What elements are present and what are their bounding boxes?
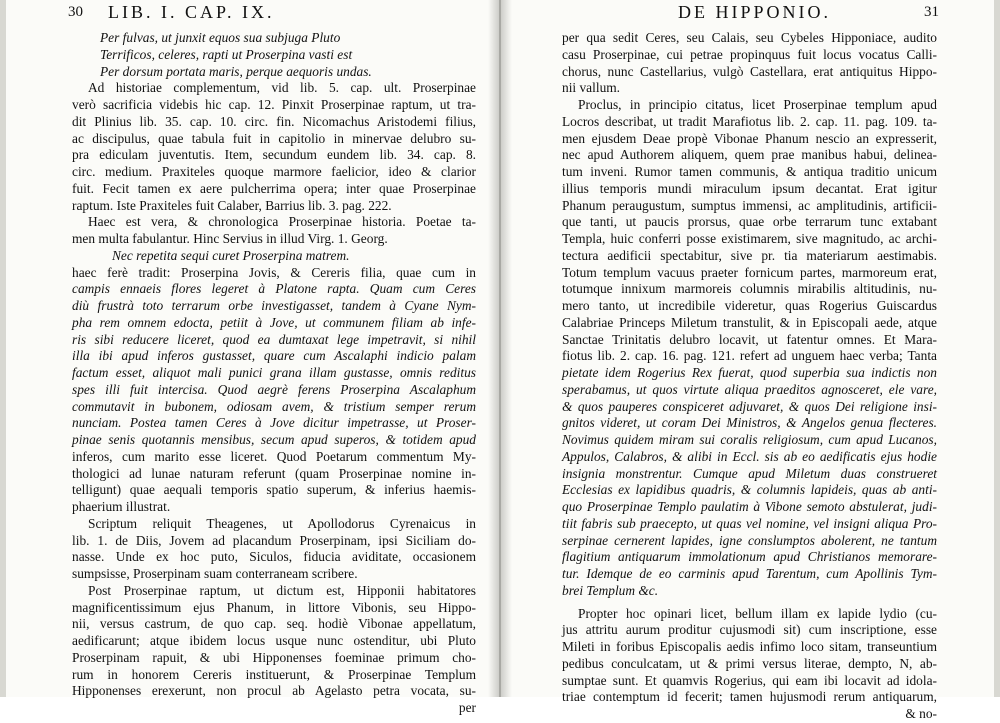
text-line: thologici ad lunae naturam referunt (quam Proserpinae nomine in- <box>72 465 476 481</box>
text-line: phaerium illustrat. <box>72 499 171 514</box>
text-line: tectura aedificii spectabitur, sive pr. tia materiarum aestimabis. <box>562 247 937 263</box>
text-line: que tanti, ut paucis prorsus, quae orbe terrarum tunc extabant <box>562 214 937 230</box>
text-line: flagitium antiquarum immolationum apud Christianos memorare- <box>562 549 937 565</box>
text-line: sumpsisse, Proserpinam suam conterraneam scribere. <box>72 566 358 581</box>
text-line: factum esset, aliquot mali punici grana illam gustasse, omnis reditus <box>72 365 476 380</box>
catchword: & no- <box>905 706 937 721</box>
text-line: Propter hoc opinari licet, bellum illam ex lapide lydio (cu- <box>578 605 937 621</box>
text-line: nii, versus castrum, de quo cap. seq. hodiè Vibonae appellatum, <box>72 616 476 632</box>
text-line: insignia monstrentur. Cumque apud Miletum duas construeret <box>562 465 937 481</box>
text-line: tum inveni. Rumor tamen communis, & antiqua traditio unicum <box>562 164 937 179</box>
text-line: Locros describat, ut tradit Marafiotus lib. 2. cap. 11. pag. 109. ta- <box>562 113 937 129</box>
text-line: Proserpinam rapuit, & ubi Hipponenses foeminae primum cho- <box>72 649 476 665</box>
text-line: magnificentissimum ejus Phanum, in littore Vibonis, seu Hippo- <box>72 599 476 615</box>
text-line: haec ferè tradit: Proserpina Jovis, & Cereris filia, quae cum in <box>72 264 476 280</box>
text-line: illius temporis mundi miraculum ipsum decantat. Erat igitur <box>562 180 937 196</box>
text-line: dit Plinius lib. 35. cap. 10. circ. fin. Nicomachus Aristodemi filius, <box>72 113 476 129</box>
right-page-edge <box>994 0 1000 697</box>
text-line: Templa, huic conferri posse existimarem, sive magnitudo, ac archi- <box>562 231 937 246</box>
text-line: Scriptum reliquit Theagenes, ut Apollodorus Cyrenaicus in <box>88 515 476 531</box>
text-line: diù frustrà toto terrarum orbe investigasset, tandem à Cyane Nym- <box>72 298 476 313</box>
text-line: ris sibi reducere liceret, quod ea dumtaxat lege impetravit, si nihil <box>72 331 476 347</box>
text-line: sumptae sunt. Et quamvis Rogerius, qui eam ibi locavit ad idola- <box>562 672 937 688</box>
text-line: Haec est vera, & chronologica Proserpinae historia. Poetae ta- <box>88 214 476 230</box>
text-line: nasse. Unde ex hoc puto, Siculos, fiducia aviditate, occasionem <box>72 549 476 565</box>
right-running-head: DE HIPPONIO. <box>678 2 831 22</box>
text-line: commutavit in bubonem, odiosam avem, & tristium semper rerum <box>72 398 476 414</box>
text-line: Per fulvas, ut junxit equos sua subjuga Pluto <box>100 30 341 45</box>
text-line: lib. 1. de Diis, Jovem ad placandum Proserpinam, ipsi Siciliam do- <box>72 532 476 548</box>
text-line: nec apud Authorem aliquem, quem prae manibus habui, delinea- <box>562 147 937 163</box>
text-line: mero tanto, ut incredibile videretur, quas Rogerius Guiscardus <box>562 298 937 313</box>
text-line: pinae senis quotannis mensibus, secum apud superos, & totidem apud <box>72 432 476 447</box>
text-line: & quos pauperes conspiceret adjuvaret, & quos Dei religione insi- <box>562 398 937 414</box>
text-line: triae contemptum id fecerit; tamen hujusmodi rerum antiquarum, <box>562 689 937 705</box>
text-line: Ecclesias ex lapidibus quadris, & columnis lapideis, quas ab anti- <box>562 482 937 498</box>
text-line: casu Proserpinae, cui petrae propinquus fuit locus vocatus Calli- <box>562 46 937 62</box>
text-line: gnitos videret, ut coram Dei Ministros, & Angelos genua flecteres. <box>562 415 937 431</box>
text-line: nunciam. Postea tamen Ceres à Jove dicitur impetrasse, ut Proser- <box>72 415 476 431</box>
text-line: Sanctae Trinitatis delubro locavit, ut fatentur omnes. Et Mara- <box>562 331 937 347</box>
text-line: per qua sedit Ceres, seu Calais, seu Cybeles Hipponiace, audito <box>562 30 937 45</box>
right-text-column <box>562 30 937 723</box>
text-line: pietate idem Rogerius Rex fuerat, quod superbia sua indictis non <box>562 365 937 380</box>
text-line: ac discipulus, quae tabula fuit in capitolio in minervae delubro su- <box>72 130 476 146</box>
text-line: men ejusdem Deae propè Vibonae Phanum nescio an expresserit, <box>562 130 937 146</box>
left-page-number: 30 <box>68 4 83 20</box>
text-line: pedibus conculcatam, ut & primi versus literae, dempto, N, ab- <box>562 655 937 671</box>
text-line: Phanum peraugustum, sumptus immensi, ac amplitudinis, artificii- <box>562 197 937 213</box>
text-line: Appulos, Calabros, & alibi in Eccl. sis ab eo aedificatis ejus hodie <box>562 448 937 464</box>
text-line: totumque innixum marmoreis columnis mirabilis altitudinis, nu- <box>562 281 937 297</box>
text-line: spes illi fuit intercisa. Quod aegrè ferens Proserpina Ascalaphum <box>72 381 476 397</box>
text-line: Novimus quidem miram sui coralis religiosum, cum apud Lucanos, <box>562 432 937 447</box>
text-line: chorus, nunc Castellarius, vulgò Castellara, erat antiquitus Hippo- <box>562 63 937 79</box>
text-line: fiotus lib. 2. cap. 16. pag. 121. refert ad unguem haec verba; Tanta <box>562 348 937 364</box>
text-line: Nec repetita sequi curet Proserpina matrem. <box>112 247 350 263</box>
text-line: Hipponenses erexerunt, non procul ab Agelasto petra vocata, su- <box>72 683 476 699</box>
left-page <box>0 0 500 715</box>
left-page-edge <box>0 0 6 697</box>
text-line: raptum. Iste Praxiteles fuit Calaber, Barrius lib. 3. pag. 222. <box>72 197 392 213</box>
text-line: Per dorsum portata maris, perque aequoris undas. <box>100 63 372 79</box>
text-line: sperabamus, ut quos virtute aliqua praeditos agnosceret, ele vare, <box>562 381 937 397</box>
catchword: per <box>458 700 476 715</box>
text-line: rum in honorem Cereris instituerunt, & Proserpinae Templum <box>72 666 476 682</box>
text-line: tur. Idemque de eo carminis apud Tarentum, cum Apollinis Tym- <box>562 566 937 581</box>
text-line: fuit. Fecit tamen ex aere pulcherrima opera; inter quae Proserpinae <box>72 180 476 196</box>
text-line: brei Templum &c. <box>562 582 659 598</box>
left-text-column <box>72 30 476 717</box>
text-line: tiit fabris sub praecepto, ut quas vel nomine, vel insigni aliqua Pro- <box>562 515 937 531</box>
text-line: Ad historiae complementum, vid lib. 5. cap. ult. Proserpinae <box>88 80 476 96</box>
text-line: inferos, cum marito esse liceret. Quod Poetarum commentum My- <box>72 448 476 464</box>
text-line: Calabriae Princeps Miletum transtulit, & in Episcopali aede, atque <box>562 314 937 330</box>
text-line: telligunt) quae aequali temporis spatio superum, & inferius haemis- <box>72 482 476 498</box>
text-line: Totum templum vacuus praeter fornicum partes, marmoreum erat, <box>562 264 937 280</box>
text-line: Terrificos, celeres, rapti ut Proserpina vasti est <box>100 46 353 62</box>
text-line: quo Proserpinae Templo paulatim à Vibone semoto abstulerat, judi- <box>562 499 937 514</box>
text-line: men multa fabulantur. Hinc Servius in illud Virg. 1. Georg. <box>72 231 388 246</box>
text-line: pra ediculam juventutis. Item, secundum eundem lib. 34. cap. 8. <box>72 147 476 163</box>
text-line: campis ennaeis flores legeret à Platone rapta. Quam cum Ceres <box>72 281 476 297</box>
text-line: aedificarunt; atque ibidem locus usque nunc ostenditur, ubi Pluto <box>72 633 476 648</box>
right-page-number: 31 <box>924 4 939 20</box>
text-line: Mileti in foribus Episcopalis aedis infimo loco sitam, transeuntium <box>562 639 937 654</box>
left-running-head: LIB. I. CAP. IX. <box>108 2 275 22</box>
text-line: verò sacrificia videbis hic cap. 12. Pinxit Proserpinae raptum, ut tra- <box>72 97 476 112</box>
text-line: pha rem omnem edocta, petiit à Jove, ut communem filiam ab infe- <box>72 314 476 330</box>
text-line: Proclus, in principio citatus, licet Proserpinae templum apud <box>578 97 937 112</box>
text-line: serpinae cernerent lapides, igne conslumptos abolerent, ne tantum <box>562 532 937 548</box>
text-line: circ. medium. Praxiteles quoque marmore faelicior, ideo & clarior <box>72 164 476 179</box>
text-line: Post Proserpinae raptum, ut dictum est, Hipponii habitatores <box>88 582 476 598</box>
text-line: illa ibi apud inferos gustasset, quare cum Ascalaphi indicio palam <box>72 348 476 364</box>
text-line: nii vallum. <box>562 80 621 96</box>
text-line: jus attritu aurum proditur cujusmodi sit) cum inscriptione, esse <box>562 622 937 638</box>
